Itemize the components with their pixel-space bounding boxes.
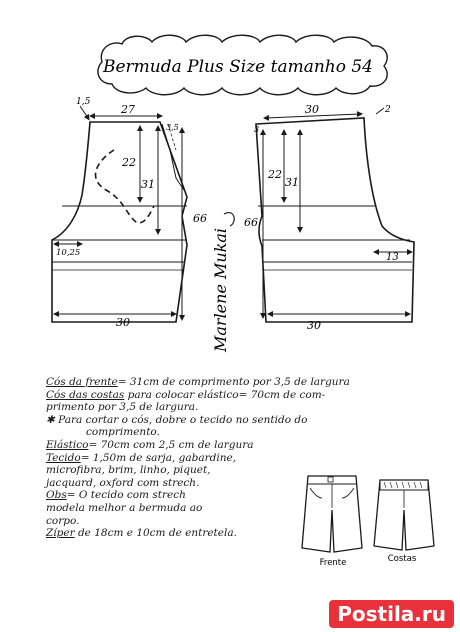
watermark-badge: Postila.ru [329, 600, 454, 628]
note-elastic-label: Elástico [46, 438, 89, 451]
note-elastic-text: = 70cm com 2,5 cm de largura [88, 438, 254, 451]
designer-signature: Marlene Mukai [211, 227, 230, 352]
note-cutting-cont: comprimento. [86, 426, 160, 439]
note-obs-label: Obs [46, 489, 67, 502]
back-length: 66 [244, 216, 258, 229]
back-hem: 30 [307, 319, 321, 332]
back-side-measure: 3 [254, 125, 260, 134]
note-obs [46, 489, 416, 502]
note-back-text: para colocar elástico= 70cm de com- [127, 388, 326, 401]
front-outline [52, 122, 187, 322]
note-fabric-label: Tecido [46, 451, 81, 464]
front-hem: 30 [116, 316, 130, 329]
front-pattern-piece [52, 106, 187, 322]
front-length: 66 [193, 212, 207, 225]
front-rise: 31 [141, 178, 155, 191]
front-crotch: 10,25 [56, 248, 81, 258]
note-obs-cont2: corpo. [46, 514, 80, 527]
front-fly-measure: 3,5 [166, 123, 179, 132]
back-rise-short: 22 [268, 168, 282, 181]
back-crotch: 13 [386, 252, 399, 263]
note-zipper-text: de 18cm e 10cm de entretela. [77, 527, 237, 540]
back-top-measure: 30 [305, 103, 319, 116]
note-front-label: Cós da frente [46, 376, 118, 388]
instructions-notes [46, 376, 416, 540]
note-zipper [46, 527, 416, 540]
front-top-measure: 27 [121, 103, 135, 116]
pattern-title: Bermuda Plus Size tamanho 54 [102, 57, 374, 77]
note-fabric-cont1: microfibra, brim, linho, piquet, [46, 464, 211, 477]
note-front-text: = 31cm de comprimento por 3,5 de largura [117, 376, 350, 388]
front-waist-offset: 1,5 [76, 97, 91, 107]
note-fabric-cont2: jacquard, oxford com strech. [46, 476, 200, 489]
back-rise: 31 [285, 176, 299, 189]
back-pattern-piece [256, 108, 414, 322]
note-elastic [46, 439, 416, 452]
note-cutting: ✱ Para cortar o cós, dobre o tecido no sentido do [46, 413, 308, 426]
back-outline [256, 118, 414, 322]
note-zipper-label: Zíper [46, 527, 75, 540]
note-fabric [46, 452, 416, 465]
shorts-front-label: Frente [319, 558, 347, 568]
back-waist-offset: 2 [385, 105, 391, 115]
note-fabric-text: = 1,50m de sarja, gabardine, [80, 451, 237, 464]
shorts-back-label: Costas [387, 554, 417, 564]
note-back-waistband-cont: primento por 3,5 de largura. [46, 401, 199, 414]
note-back-label: Cós das costas [46, 388, 125, 401]
note-obs-text: = O tecido com strech [66, 489, 186, 502]
note-obs-cont1: modela melhor a bermuda ao [46, 501, 203, 514]
front-rise-short: 22 [122, 156, 136, 169]
note-front-waistband [46, 376, 416, 389]
note-back-waistband [46, 389, 416, 402]
